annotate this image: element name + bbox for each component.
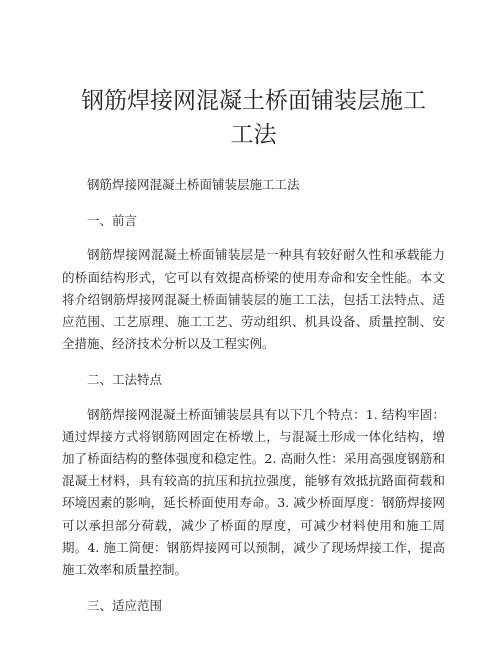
document-subtitle: 钢筋焊接网混凝土桥面铺装层施工工法 [87, 177, 300, 192]
section-heading-preface: 一、前言 [87, 213, 138, 229]
section-heading-scope: 三、适应范围 [87, 598, 163, 614]
section-heading-features: 二、工法特点 [87, 372, 163, 388]
title-line-2: 工法 [230, 122, 277, 148]
document-title [62, 84, 445, 152]
section-body-features: 钢筋焊接网混凝土桥面铺装层具有以下几个特点：1. 结构牢固：通过焊接方式将钢筋网固定在桥墩上，与混凝土形成一体化结构，增加了桥面结构的整体强度和稳定性。2. 高耐久性：采用高强度钢筋和混凝土材料，具有较高的抗压和抗拉强度，能够有效抵抗路面荷载和环境因素的影响，延长桥面使用寿命。3. 减少桥面厚度：钢筋焊接网可以承担部分荷载，减少了桥面的厚度，可减少材料使用和施工周期。4. 施工简便：钢筋焊接网可以预制，减少了现场焊接工作，提高施工效率和质量控制。 [62, 406, 445, 578]
title-line-1: 钢筋焊接网混凝土桥面铺装层施工 [81, 88, 426, 114]
section-body-preface: 钢筋焊接网混凝土桥面铺装层是一种具有较好耐久性和承载能力的桥面结构形式，它可以有效提高桥梁的使用寿命和安全性能。本文将介绍钢筋焊接网混凝土桥面铺装层的施工工法，包括工法特点、适应范围、工艺原理、施工工艺、劳动组织、机具设备、质量控制、安全措施、经济技术分析以及工程实例。 [62, 247, 445, 352]
